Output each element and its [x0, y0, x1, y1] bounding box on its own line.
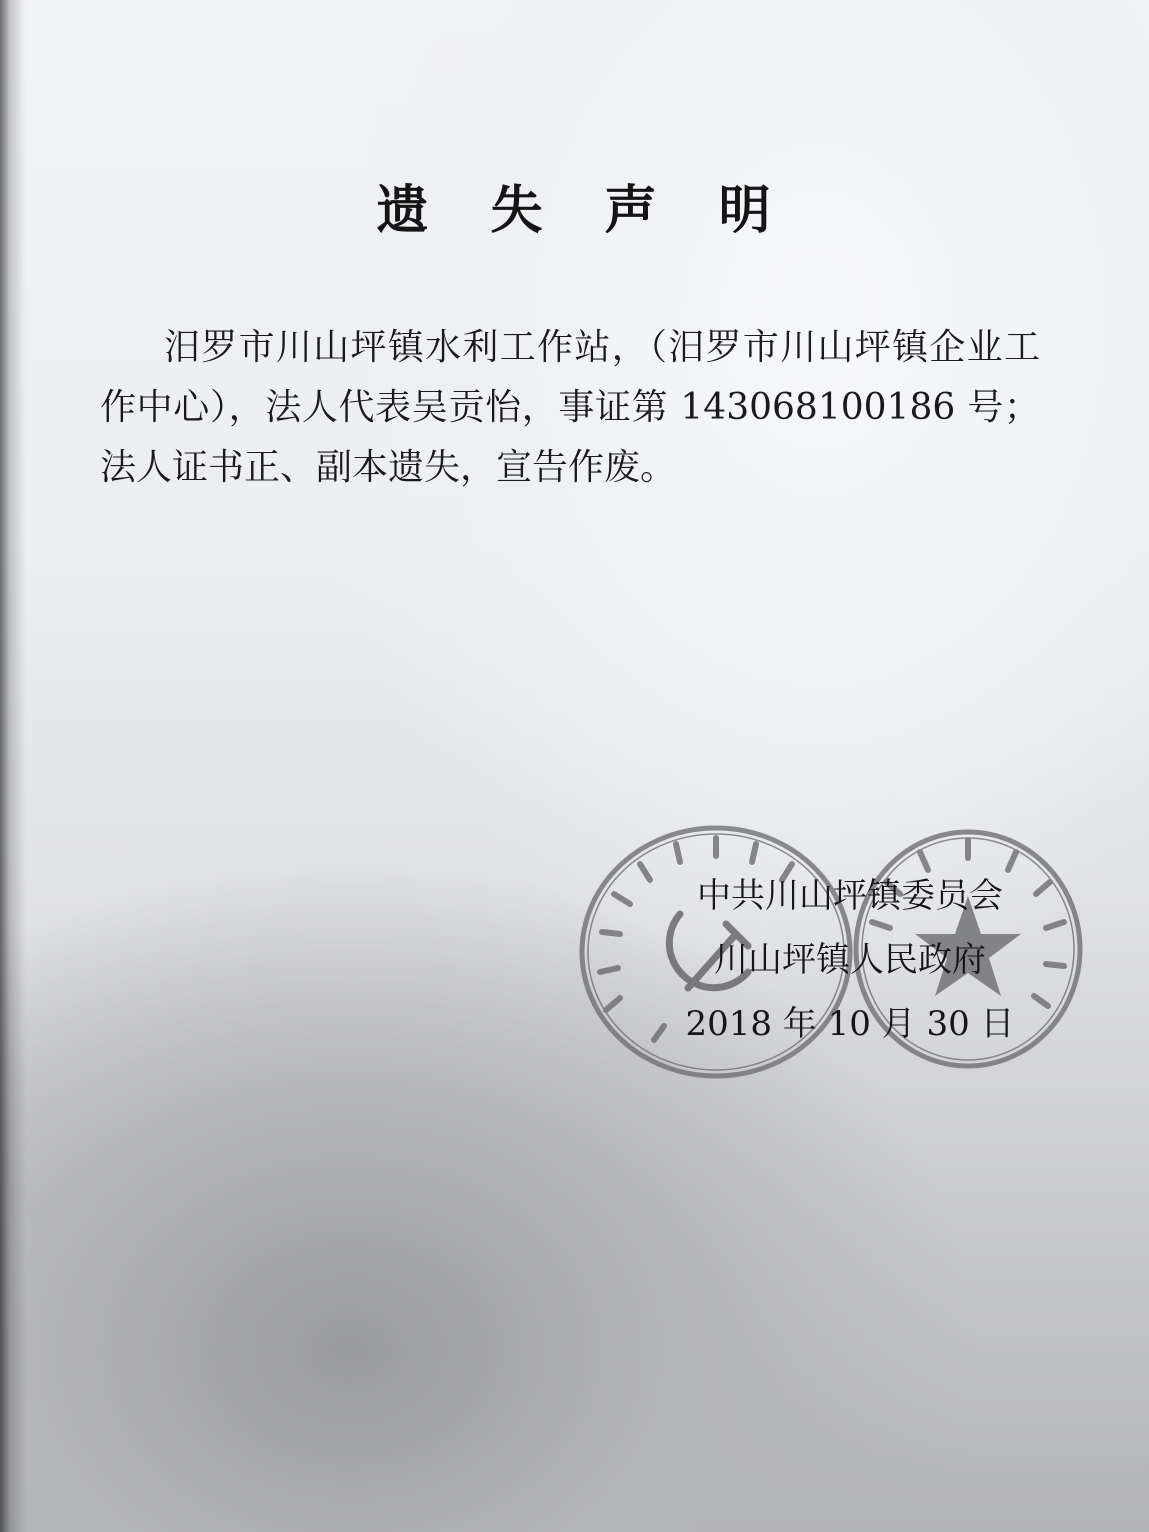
document-body: 汨罗市川山坪镇水利工作站，（汨罗市川山坪镇企业工作中心），法人代表吴贡怡，事证第 143068100186 号；法人证书正、副本遗失，宣告作废。: [100, 327, 1040, 488]
signature-date: 2018 年 10 月 30 日: [685, 1004, 1015, 1044]
document-title: 遗 失 声 明: [376, 181, 793, 241]
signature-government: 川山坪镇人民政府: [714, 940, 986, 980]
signature-party-committee: 中共川山坪镇委员会: [697, 876, 1003, 916]
